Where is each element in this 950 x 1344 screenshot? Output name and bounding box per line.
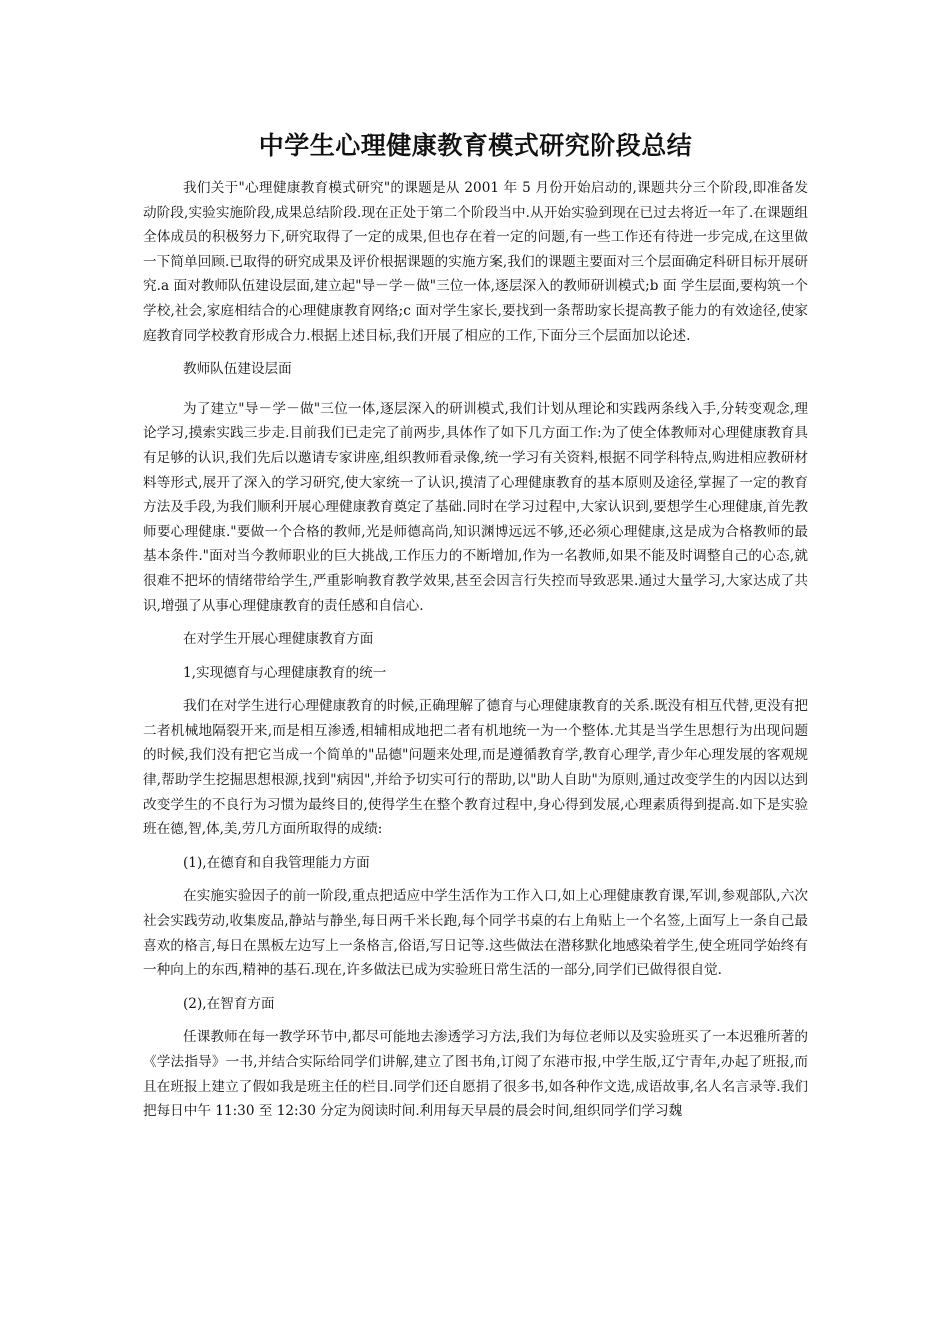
document-page bbox=[143, 128, 808, 1133]
document-title: 中学生心理健康教育模式研究阶段总结 bbox=[258, 131, 693, 160]
subheading-moral-self-management: (1),在德育和自我管理能力方面 bbox=[183, 854, 370, 871]
subheading-intellectual: (2),在智育方面 bbox=[183, 995, 275, 1012]
teachers-paragraph: 为了建立"导－学－做"三位一体,逐层深入的研训模式,我们计划从理论和实践两条线入手,分转变观念,理论学习,摸索实践三步走.目前我们已走完了前两步,具体作了如下几方面工作:为了使全体教师对心理健康教育具有足够的认识,我们先后以邀请专家讲座,组织教师看录像,统一学习有关资料,根据不同学科特点,购进相应教研材料等形式,展开了深入的学习研究,使大家统一了认识,摸清了心理健康教育的基本原则及途径,掌握了一定的教育方法及手段,为我们顺利开展心理健康教育奠定了基础.同时在学习过程中,大家认识到,要想学生心理健康,首先教师要心理健康."要做一个合格的教师,光是师德高尚,知识渊博远远不够,还必须心理健康,这是成为合格教师的最基本条件."面对当今教师职业的巨大挑战,工作压力的不断增加,作为一名教师,如果不能及时调整自己的心态,就很难不把坏的情绪带给学生,严重影响教育教学效果,甚至会因言行失控而导致恶果.通过大量学习,大家达成了共识,增强了从事心理健康教育的责任感和自信心. bbox=[143, 400, 808, 614]
moral-integration-paragraph: 我们在对学生进行心理健康教育的时候,正确理解了德育与心理健康教育的关系.既没有相互代替,更没有把二者机械地隔裂开来,而是相互渗透,相辅相成地把二者有机地统一为一个整体.尤其是当学生思想行为出现问题的时候,我们没有把它当成一个简单的"品德"问题来处理,而是遵循教育学,教育心理学,青少年心理发展的客观规律,帮助学生挖掘思想根源,找到"病因",并给予切实可行的帮助,以"助人自助"为原则,通过改变学生的内因以达到改变学生的不良行为习惯为最终目的,使得学生在整个教育过程中,身心得到发展,心理素质得到提高.如下是实验班在德,智,体,美,劳几方面所取得的成绩: bbox=[143, 698, 808, 838]
moral-self-management-paragraph: 在实施实验因子的前一阶段,重点把适应中学生活作为工作入口,如上心理健康教育课,军训,参观部队,六次社会实践劳动,收集废品,静站与静坐,每日两千米长跑,每个同学书桌的右上角贴上一个名签,上面写上一条自己最喜欢的格言,每日在黑板左边写上一条格言,俗语,写日记等.这些做法在潜移默化地感染着学生,使全班同学始终有一种向上的东西,精神的基石.现在,许多做法已成为实验班日常生活的一部分,同学们已做得很自觉. bbox=[143, 888, 808, 979]
intro-paragraph: 我们关于"心理健康教育模式研究"的课题是从 2001 年 5 月份开始启动的,课题共分三个阶段,即准备发动阶段,实验实施阶段,成果总结阶段.现在正处于第二个阶段当中.从开始实验到现在已过去将近一年了.在课题组全体成员的积极努力下,研究取得了一定的成果,但也存在着一定的问题,有一些工作还有待进一步完成,在这里做一下简单回顾.已取得的研究成果及评价根据课题的实施方案,我们的课题主要面对三个层面确定科研目标开展研究.a 面对教师队伍建设层面,建立起"导－学－做"三位一体,逐层深入的教师研训模式;b 面 学生层面,要构筑一个学校,社会,家庭相结合的心理健康教育网络;c 面对学生家长,要找到一条帮助家长提高教子能力的有效途径,使家庭教育同学校教育形成合力.根据上述目标,我们开展了相应的工作,下面分三个层面加以论述. bbox=[143, 180, 808, 344]
subheading-moral-integration: 1,实现德育与心理健康教育的统一 bbox=[183, 664, 387, 681]
section-heading-students: 在对学生开展心理健康教育方面 bbox=[183, 631, 374, 648]
intellectual-paragraph: 任课教师在每一教学环节中,都尽可能地去渗透学习方法,我们为每位老师以及实验班买了一本迟雅所著的《学法指导》一书,并结合实际给同学们讲解,建立了图书角,订阅了东港市报,中学生版,辽宁青年,办起了班报,而且在班报上建立了假如我是班主任的栏目.同学们还自愿捐了很多书,如各种作文选,成语故事,名人名言录等.我们把每日中午 11:30 至 12:30 分定为阅读时间.利用每天早晨的晨会时间,组织同学们学习魏 bbox=[143, 1029, 808, 1120]
section-heading-teachers: 教师队伍建设层面 bbox=[183, 361, 292, 378]
